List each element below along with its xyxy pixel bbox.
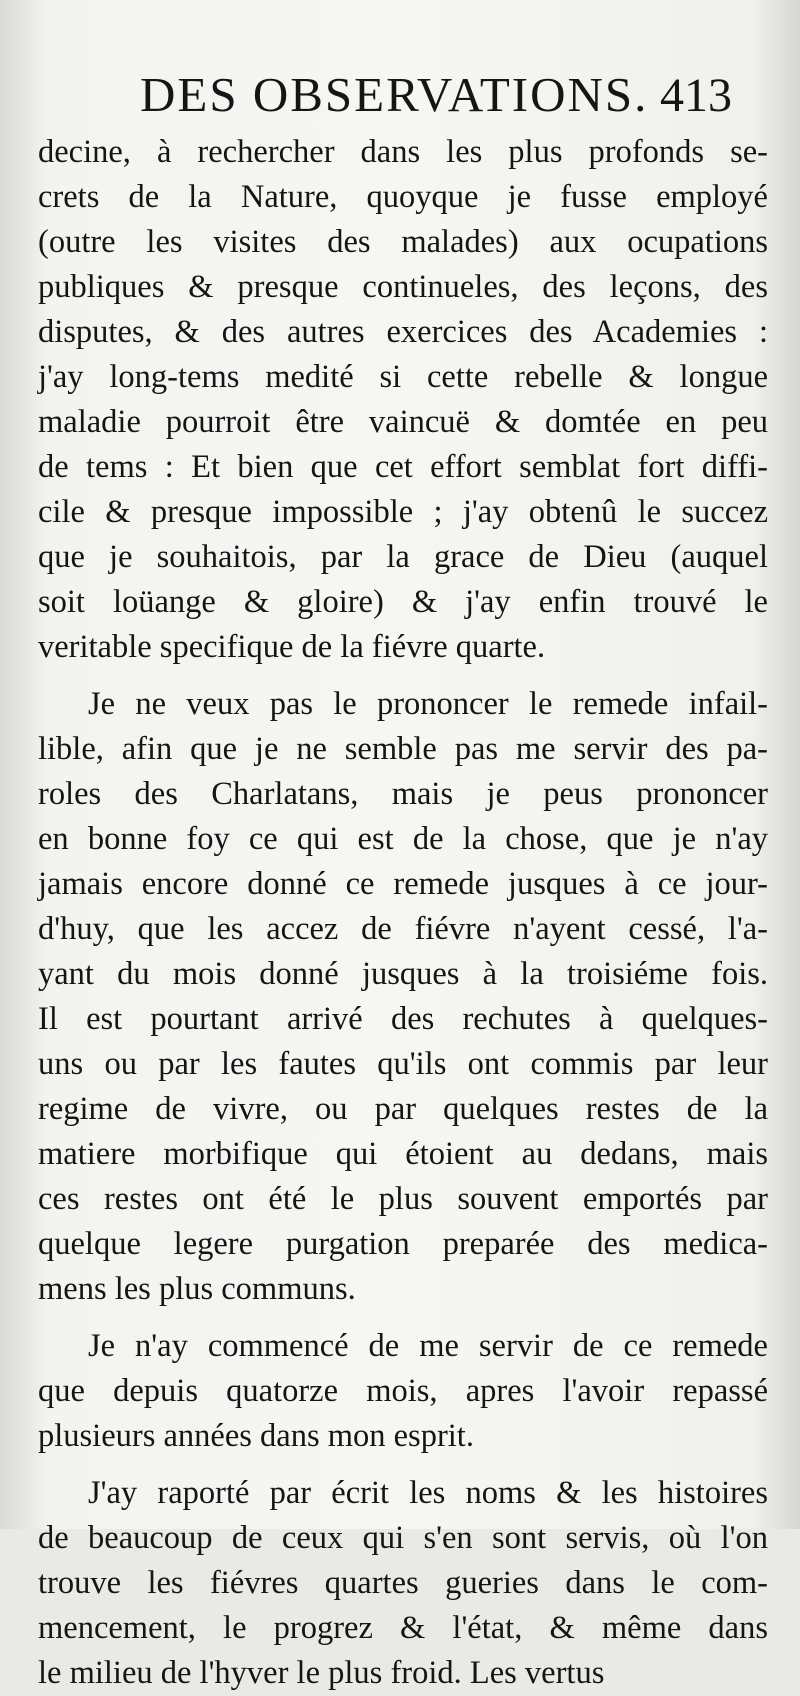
text-line: uns ou par les fautes qu'ils ont commis par leur: [38, 1046, 768, 1082]
text-line: j'ay long-tems medité si cette rebelle & longue: [38, 359, 768, 395]
text-line: trouve les fiévres quartes gueries dans le com-: [38, 1565, 768, 1601]
text-line: maladie pourroit être vaincuë & domtée en peu: [38, 404, 768, 440]
text-line: de beaucoup de ceux qui s'en sont servis, où l'on: [38, 1520, 768, 1556]
text-line: quelque legere purgation preparée des medica-: [38, 1226, 768, 1262]
paragraph: [38, 1471, 768, 1696]
text-line: mens les plus communs.: [38, 1271, 356, 1307]
text-line: de tems : Et bien que cet effort semblat fort diffi-: [38, 449, 768, 485]
paragraph: [38, 130, 768, 670]
text-line: d'huy, que les accez de fiévre n'ayent cessé, l'a-: [38, 911, 768, 947]
text-line: soit loüange & gloire) & j'ay enfin trouvé le: [38, 584, 768, 620]
text-line: crets de la Nature, quoyque je fusse employé: [38, 179, 768, 215]
text-line: regime de vivre, ou par quelques restes de la: [38, 1091, 768, 1127]
text-line: que depuis quatorze mois, apres l'avoir repassé: [38, 1373, 768, 1409]
text-line: disputes, & des autres exercices des Academies :: [38, 314, 768, 350]
text-line: Il est pourtant arrivé des rechutes à quelques-: [38, 1001, 768, 1037]
text-line: en bonne foy ce qui est de la chose, que je n'ay: [38, 821, 768, 857]
text-line: que je souhaitois, par la grace de Dieu (auquel: [38, 539, 768, 575]
text-line: cile & presque impossible ; j'ay obtenû le succez: [38, 494, 768, 530]
paragraph-gap: [38, 1459, 768, 1471]
text-line: matiere morbifique qui étoient au dedans, mais: [38, 1136, 768, 1172]
text-line: publiques & presque continueles, des leçons, des: [38, 269, 768, 305]
text-line: yant du mois donné jusques à la troisiéme fois.: [38, 956, 768, 992]
paragraph-gap: [38, 1312, 768, 1324]
text-line: mencement, le progrez & l'état, & même dans: [38, 1610, 768, 1646]
paragraph: [38, 682, 768, 1312]
paragraph-gap: [38, 670, 768, 682]
text-line: le milieu de l'hyver le plus froid. Les vertus: [38, 1655, 605, 1691]
page-number: 413: [660, 69, 732, 122]
text-line: (outre les visites des malades) aux ocupations: [38, 224, 768, 260]
paragraph: [38, 1324, 768, 1459]
text-line: plusieurs années dans mon esprit.: [38, 1418, 474, 1454]
running-head: DES OBSERVATIONS.: [140, 67, 649, 122]
text-line: jamais encore donné ce remede jusques à ce jour-: [38, 866, 768, 902]
text-line: veritable specifique de la fiévre quarte.: [38, 629, 546, 665]
text-line: Je ne veux pas le prononcer le remede infail-: [88, 686, 768, 722]
text-line: J'ay raporté par écrit les noms & les histoires: [88, 1475, 768, 1511]
text-line: lible, afin que je ne semble pas me servir des pa-: [38, 731, 768, 767]
body-text: [38, 130, 768, 1696]
text-line: decine, à rechercher dans les plus profonds se-: [38, 134, 768, 170]
text-line: Je n'ay commencé de me servir de ce remede: [88, 1328, 768, 1364]
text-line: ces restes ont été le plus souvent emportés par: [38, 1181, 768, 1217]
text-line: roles des Charlatans, mais je peus prononcer: [38, 776, 768, 812]
page-header: [100, 66, 750, 132]
